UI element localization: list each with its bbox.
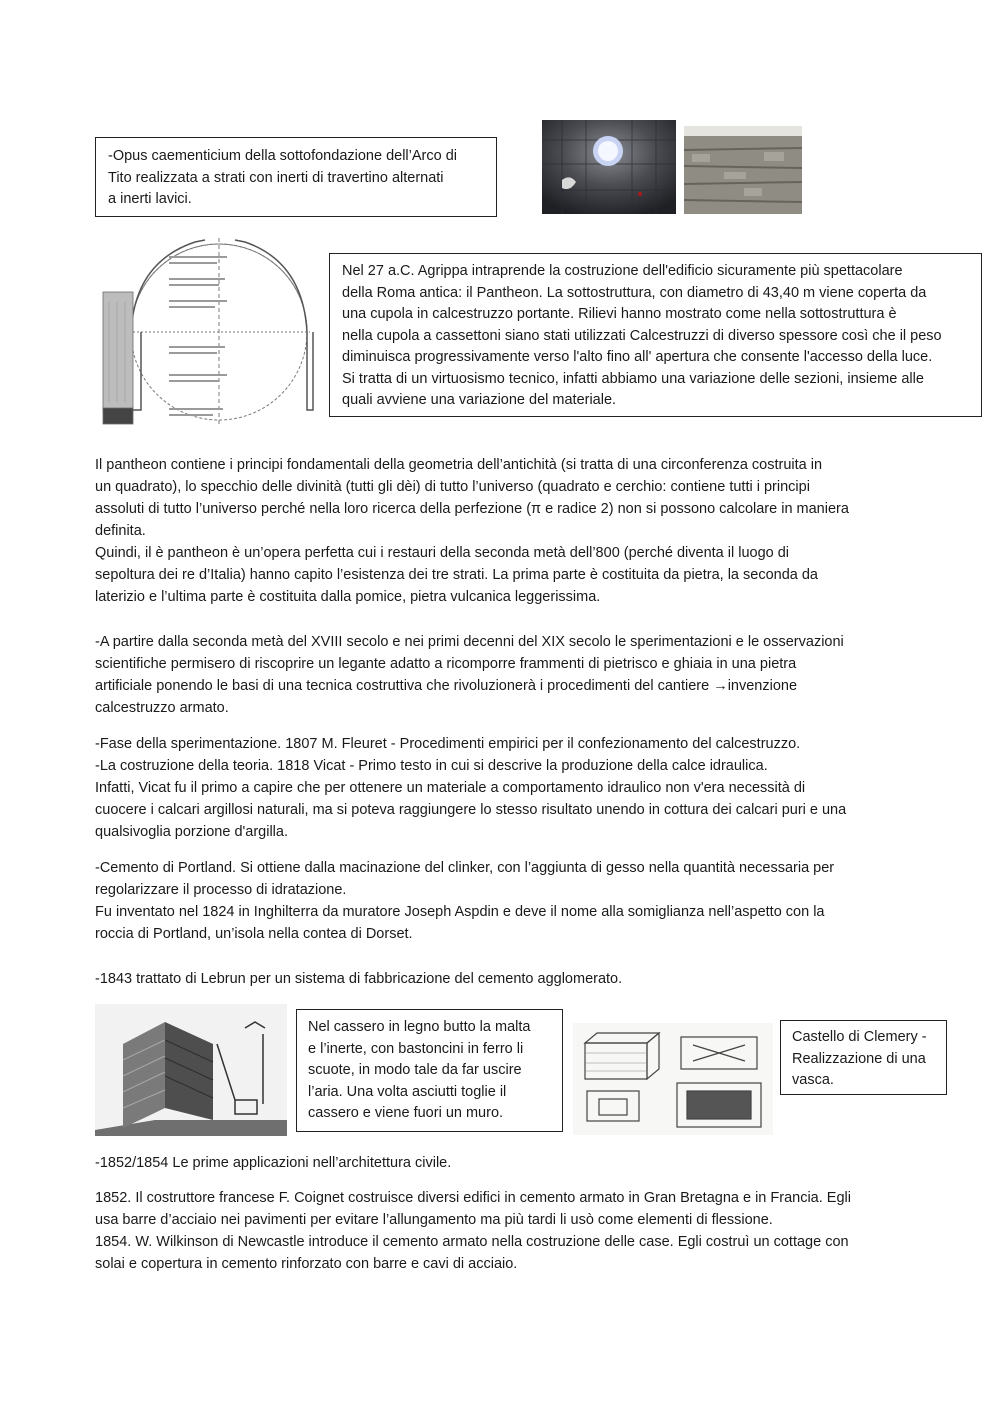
text-line: Fu inventato nel 1824 in Inghilterra da muratore Joseph Aspdin e deve il nome alla somiglianza nell’aspetto con la — [95, 904, 825, 920]
text-line: Il pantheon contiene i principi fondamentali della geometria dell’antichità (si tratta di una circonferenza costruita in — [95, 457, 823, 473]
paragraph-first-applications — [95, 1152, 907, 1174]
pantheon-section-drawing — [95, 232, 320, 437]
text-line: diminuisca progressivamente verso l'alto fino all' apertura che consente l'accesso della luce. — [342, 349, 933, 365]
text-line: e l’inerte, con bastoncini in ferro li — [308, 1040, 524, 1057]
text-line: un quadrato), lo specchio delle divinità (tutti gli dèi) di tutto l’universo (quadrato e cerchio: contiene tutti i principi — [95, 479, 810, 495]
formwork-description-box — [296, 1009, 563, 1132]
text-line: quali avviene una variazione del materiale. — [342, 392, 617, 408]
text-line: -1852/1854 Le prime applicazioni nell’architettura civile. — [95, 1155, 452, 1171]
text-line: artificiale ponendo le basi di una tecnica costruttiva che rivoluzionerà i procedimenti del cantiere →invenzione — [95, 678, 798, 694]
paragraph-1843 — [95, 968, 907, 990]
text-line: usa barre d’acciaio nei pavimenti per evitare l’allungamento ma più tardi li usò come elementi di flessione. — [95, 1212, 773, 1228]
paragraph-experimentation — [95, 733, 907, 843]
pantheon-oculus-photo — [542, 120, 676, 214]
text-line: a inerti lavici. — [108, 191, 192, 207]
text-line: -Fase della sperimentazione. 1807 M. Fleuret - Procedimenti empirici per il confezionamento del calcestruzzo. — [95, 736, 801, 752]
text-line: assoluti di tutto l’universo perché nella loro ricerca della perfezione (π e radice 2) non si possono calcolare in maniera — [95, 501, 849, 517]
text-line: della Roma antica: il Pantheon. La sottostruttura, con diametro di 43,40 m viene coperta da — [342, 284, 927, 301]
text-line: definita. — [95, 523, 146, 539]
text-line: 1852. Il costruttore francese F. Coignet costruisce diversi edifici in cemento armato in Gran Bretagna e in Francia. Egli — [95, 1190, 851, 1206]
paragraph-xviii-century — [95, 631, 907, 719]
text-line: scientifiche permisero di riscoprire un legante adatto a ricomporre frammenti di pietrisco e ghiaia in una pietra — [95, 656, 797, 672]
text-line: nella cupola a cassettoni siano stati utilizzati Calcestruzzi di diverso spessore così che il peso — [342, 327, 942, 344]
text-line: solai e copertura in cemento rinforzato con barre e cavi di acciaio. — [95, 1256, 518, 1272]
text-line: Nel 27 a.C. Agrippa intraprende la costruzione dell'edificio sicuramente più spettacolare — [342, 263, 903, 279]
text-line: una cupola in calcestruzzo portante. Rilievi hanno mostrato come nella sottostruttura è — [342, 306, 897, 322]
text-line: Realizzazione di una — [792, 1050, 926, 1067]
paragraph-coignet-wilkinson — [95, 1187, 907, 1275]
text-line: 1854. W. Wilkinson di Newcastle introduce il cemento armato nella costruzione delle case. Egli costruì un cottage con — [95, 1234, 849, 1250]
text-line: cuocere i calcari argillosi naturali, ma si poteva raggiungere lo stesso risultato unendo in cottura dei calcari puri e una — [95, 802, 847, 818]
text-line: -Opus caementicium della sottofondazione dell’Arco di — [108, 148, 457, 164]
paragraph-portland-cement — [95, 857, 907, 945]
text-line: laterizio e l’ultima parte è costituita dalla pomice, pietra vulcanica leggerissima. — [95, 589, 601, 605]
text-line: Quindi, il è pantheon è un’opera perfetta cui i restauri della seconda metà dell’800 (perché diventa il luogo di — [95, 545, 790, 561]
text-line: -1843 trattato di Lebrun per un sistema di fabbricazione del cemento agglomerato. — [95, 971, 623, 987]
text-line: vasca. — [792, 1072, 834, 1088]
pantheon-description-box — [329, 253, 982, 417]
text-line: sepoltura dei re d’Italia) hanno capito l’esistenza dei tre strati. La prima parte è costituita da pietra, la seconda da — [95, 567, 818, 583]
opus-caption-box — [95, 137, 497, 217]
text-line: calcestruzzo armato. — [95, 700, 229, 716]
text-line: scuote, in modo tale da far uscire — [308, 1062, 522, 1078]
text-line: roccia di Portland, un’isola nella contea di Dorset. — [95, 926, 413, 942]
clemery-caption-box — [780, 1020, 947, 1095]
text-line: regolarizzare il processo di idratazione. — [95, 882, 347, 898]
text-line: Si tratta di un virtuosismo tecnico, infatti abbiamo una variazione delle sezioni, insieme alle — [342, 370, 924, 387]
text-line: Nel cassero in legno butto la malta — [308, 1019, 531, 1035]
formwork-illustration — [95, 1004, 287, 1136]
text-line: qualsivoglia porzione d'argilla. — [95, 824, 288, 840]
text-line: -La costruzione della teoria. 1818 Vicat - Primo testo in cui si descrive la produzione della calce idraulica. — [95, 758, 768, 774]
roman-wall-photo — [684, 126, 802, 214]
text-line: Tito realizzata a strati con inerti di travertino alternati — [108, 169, 444, 186]
paragraph-geometry — [95, 454, 907, 608]
text-line: Infatti, Vicat fu il primo a capire che per ottenere un materiale a comportamento idraulico non v'era necessità di — [95, 780, 806, 796]
text-line: l’aria. Una volta asciutti toglie il — [308, 1083, 507, 1100]
text-line: -Cemento di Portland. Si ottiene dalla macinazione del clinker, con l’aggiunta di gesso nella quantità necessaria per — [95, 860, 835, 876]
text-line: Castello di Clemery - — [792, 1029, 927, 1045]
clemery-basin-illustration — [573, 1023, 773, 1135]
text-line: -A partire dalla seconda metà del XVIII secolo e nei primi decenni del XIX secolo le sperimentazioni e le osservazioni — [95, 634, 844, 650]
text-line: cassero e viene fuori un muro. — [308, 1105, 504, 1121]
